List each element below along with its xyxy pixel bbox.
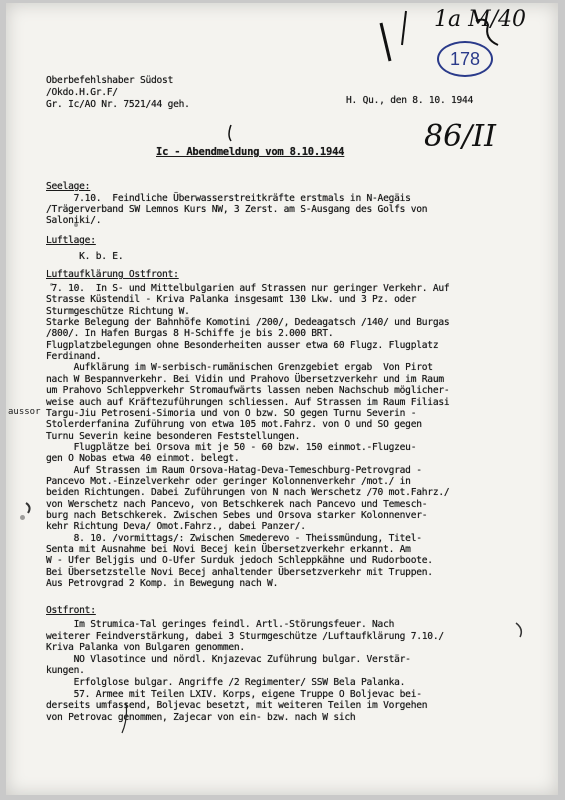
section-heading-luftaufklaerung: Luftaufklärung Ostfront:	[46, 269, 179, 280]
luftaufklaerung-line: Sturmgeschütze Richtung W.	[46, 305, 190, 317]
handwritten-page-mark: 86/II	[424, 119, 496, 154]
document-page	[6, 3, 558, 795]
luftaufklaerung-line: Turnu Severin keine besonderen Feststellungen.	[46, 430, 301, 442]
sender-line-1: Oberbefehlshaber Südost	[46, 75, 174, 86]
handwritten-note-top: 1a M/40	[434, 7, 527, 32]
luftlage-line: K. b. E.	[46, 251, 124, 262]
ostfront-line: von Petrovac genommen, Zajecar von ein- bzw. nach W sich	[46, 711, 356, 723]
ostfront-line: Erfolglose bulgar. Angriffe /2 Regimenter/ SSW Bela Palanka.	[46, 677, 406, 688]
seelage-line: /Trägerverband SW Lemnos Kurs NW, 3 Zerst. am S-Ausgang des Golfs von	[46, 204, 428, 215]
document-title: Ic - Abendmeldung vom 8.10.1944	[156, 146, 345, 158]
luftaufklaerung-line: beiden Richtungen. Dabei Zuführungen von N nach Werschetz /70 mot.Fahrz./	[46, 487, 450, 499]
luftaufklaerung-line: W - Ufer Beljgis und O-Ufer Surduk jedoch Schleppkähne und Rudorboote.	[46, 555, 433, 567]
section-heading-luftlage: Luftlage:	[46, 235, 96, 246]
seelage-line: 7.10. Feindliche Überwasserstreitkräfte erstmals in N-Aegäis	[46, 193, 411, 204]
ostfront-line: NO Vlasotince und nördl. Knjazevac Zuführung bulgar. Verstär-	[46, 653, 411, 665]
luftaufklaerung-line: Senta mit Ausnahme bei Novi Becej kein Übersetzverkehr erkannt. Am	[46, 544, 411, 556]
luftaufklaerung-line: von Werschetz nach Pancevo, von Betschkerek nach Pancevo und Temesch-	[46, 498, 428, 510]
luftaufklaerung-line: 8. 10. /vormittags/: Zwischen Smederevo - Theissmündung, Titel-	[46, 532, 422, 544]
ostfront-line: derseits umfassend, Boljevac besetzt, mit weiteren Teilen im Vorgehen	[46, 700, 428, 712]
luftaufklaerung-line: 7. 10. In S- und Mittelbulgarien auf Strassen nur geringer Verkehr. Auf	[46, 283, 450, 294]
luftaufklaerung-line: weise auch auf Kräftezuführungen schliessen. Auf Strassen im Raum Filiasi	[46, 396, 450, 408]
ink-blot	[20, 515, 25, 520]
section-heading-ostfront: Ostfront:	[46, 605, 96, 616]
ostfront-line: Kriva Palanka von Bulgaren genommen.	[46, 642, 245, 654]
luftaufklaerung-line: Stolerderfanina Zuführung von etwa 105 mot.Fahrz. von O und SO gegen	[46, 419, 422, 431]
luftaufklaerung-line: Aus Petrovgrad 2 Komp. in Bewegung nach W.	[46, 578, 279, 590]
place-date: H. Qu., den 8. 10. 1944	[346, 95, 474, 106]
margin-note: aussor	[8, 407, 41, 417]
luftaufklaerung-line: Aufklärung im W-serbisch-rumänischen Grenzgebiet ergab Von Pirot	[46, 362, 433, 374]
ostfront-line: weiterer Feindverstärkung, dabei 3 Sturmgeschütze /Luftaufklärung 7.10./	[46, 630, 444, 642]
luftaufklaerung-line: um Prahovo Schleppverkehr Stromaufwärts lassen neben Nachschub möglicher-	[46, 385, 450, 397]
sender-line-2: /Okdo.H.Gr.F/	[46, 87, 118, 98]
luftaufklaerung-line: /800/. In Hafen Burgas 8 H-Schiffe je bis 2.000 BRT.	[46, 328, 334, 340]
luftaufklaerung-line: gen O Nobas etwa 40 einmot. belegt.	[46, 453, 240, 465]
luftaufklaerung-line: Flugplätze bei Orsova mit je 50 - 60 bzw. 150 einmot.-Flugzeu-	[46, 441, 417, 453]
reference-number: Gr. Ic/AO Nr. 7521/44 geh.	[46, 99, 190, 110]
luftaufklaerung-line: Flugplatzbelegungen ohne Besonderheiten ausser etwa 60 Flugz. Flugplatz	[46, 339, 439, 351]
luftaufklaerung-line: Pancevo Mot.-Einzelverkehr oder geringer Kolonnenverkehr /mot./ in	[46, 475, 411, 487]
luftaufklaerung-line: nach W Bespannverkehr. Bei Vidin und Prahovo Übersetzverkehr und im Raum	[46, 373, 444, 385]
luftaufklaerung-line: Ferdinand.	[46, 351, 102, 363]
section-heading-seelage: Seelage:	[46, 181, 91, 192]
seelage-line: Saloniki/.	[46, 215, 102, 226]
ostfront-line: Im Strumica-Tal geringes feindl. Artl.-Störungsfeuer. Nach	[46, 619, 395, 630]
luftaufklaerung-line: burg nach Betschkerek. Zwischen Sebes und Orsova starker Kolonnenver-	[46, 510, 428, 521]
luftaufklaerung-line: Bei Übersetzstelle Novi Becej anhaltender Übersetzverkehr mit Truppen.	[46, 566, 433, 578]
ostfront-line: kungen.	[46, 665, 85, 677]
luftaufklaerung-line: Targu-Jiu Petroseni-Simoria und von O bzw. SO gegen Turnu Severin -	[46, 407, 417, 419]
luftaufklaerung-line: kehr Richtung Deva/ Omot.Fahrz., dabei Panzer/.	[46, 521, 306, 533]
luftaufklaerung-line: Starke Belegung der Bahnhöfe Komotini /200/, Dedeagatsch /140/ und Burgas	[46, 317, 450, 329]
luftaufklaerung-line: Auf Strassen im Raum Orsova-Hatag-Deva-Temeschburg-Petrovgrad -	[46, 464, 422, 476]
luftaufklaerung-line: Strasse Küstendil - Kriva Palanka insgesamt 130 Lkw. und 3 Pz. oder	[46, 294, 417, 306]
ostfront-line: 57. Armee mit Teilen LXIV. Korps, eigene Truppe O Boljevac bei-	[46, 688, 422, 700]
page-number-stamp: 178	[437, 41, 493, 77]
